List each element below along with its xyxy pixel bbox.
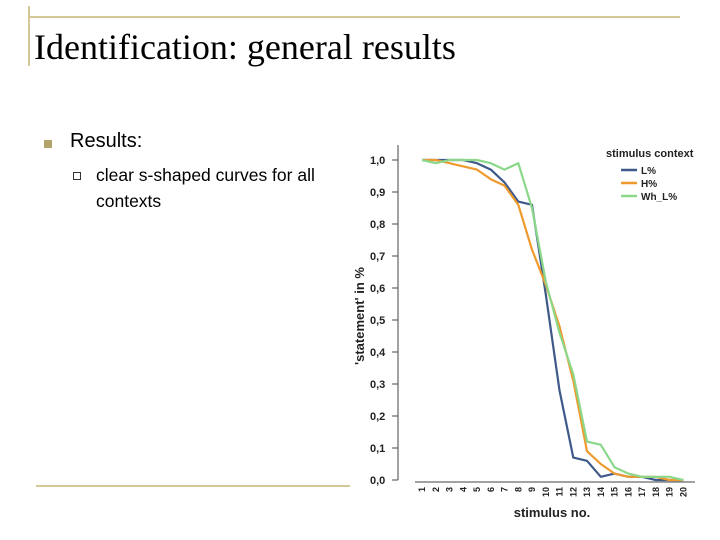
x-tick-label: 8 — [513, 487, 524, 493]
x-tick-label: 1 — [417, 487, 427, 493]
series-line-wh-l- — [422, 160, 683, 480]
y-tick-label: 0,5 — [370, 315, 386, 327]
x-tick-label: 19 — [664, 487, 675, 498]
x-tick-label: 5 — [472, 487, 482, 493]
y-tick-label: 0,4 — [370, 347, 386, 359]
legend-label: H% — [641, 179, 658, 190]
x-tick-label: 3 — [444, 487, 455, 493]
y-tick-label: 0,1 — [370, 443, 386, 455]
y-tick-label: 0,2 — [370, 411, 386, 423]
x-tick-label: 13 — [582, 487, 592, 498]
legend-label: L% — [641, 166, 656, 177]
x-tick-label: 6 — [485, 487, 496, 493]
y-tick-label: 1,0 — [370, 155, 386, 167]
series-line-l- — [422, 160, 683, 480]
sub-bullet-text: clear s-shaped curves for all contexts — [96, 165, 315, 211]
x-tick-label: 10 — [540, 487, 551, 498]
y-tick-label: 0,8 — [370, 219, 386, 231]
x-tick-label: 9 — [527, 487, 537, 493]
legend-label: Wh_L% — [641, 192, 678, 203]
y-tick-label: 0,7 — [370, 251, 386, 263]
y-tick-label: 0,9 — [370, 187, 386, 199]
x-tick-label: 18 — [650, 487, 661, 498]
x-tick-label: 7 — [499, 487, 510, 493]
y-tick-label: 0,6 — [370, 283, 386, 295]
x-axis-title: stimulus no. — [513, 505, 591, 520]
x-tick-label: 17 — [637, 487, 647, 498]
slide-title: Identification: general results — [34, 27, 456, 67]
x-tick-label: 4 — [458, 487, 469, 493]
x-tick-label: 15 — [609, 487, 620, 498]
series-line-h- — [422, 160, 683, 480]
x-tick-label: 2 — [430, 487, 441, 493]
y-tick-label: 0,0 — [370, 475, 386, 487]
y-tick-label: 0,3 — [370, 379, 386, 391]
x-tick-label: 16 — [623, 487, 634, 498]
x-tick-label: 14 — [595, 487, 606, 498]
y-axis-title: 'statement' in % — [352, 267, 367, 365]
x-tick-label: 20 — [678, 487, 689, 498]
legend-title: stimulus context — [606, 148, 694, 160]
x-tick-label: 12 — [568, 487, 579, 498]
x-tick-label: 11 — [554, 487, 565, 497]
bullet-text-results: Results: — [70, 130, 143, 152]
